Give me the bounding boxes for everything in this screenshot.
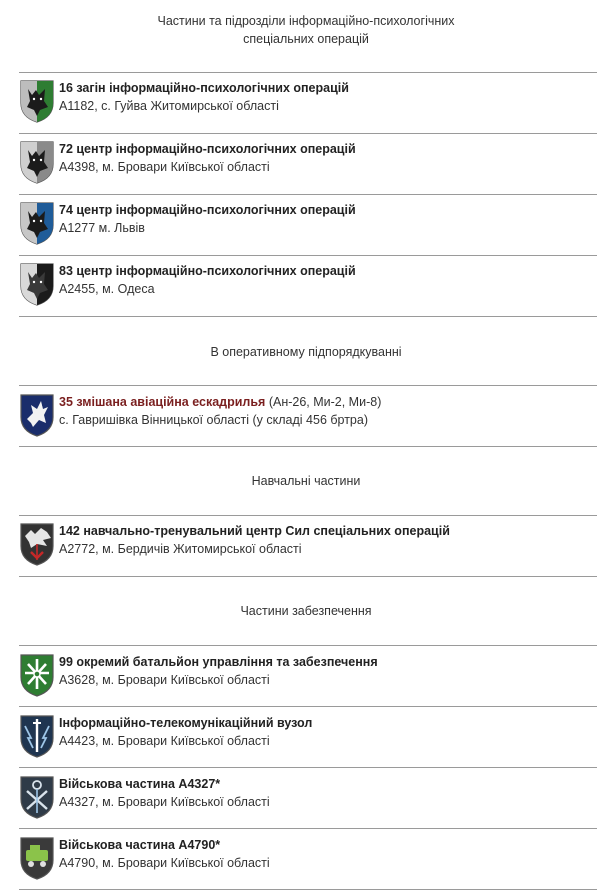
unit-location: А1182, с. Гуйва Житомирської області	[59, 99, 279, 113]
wolf-black-shield-icon	[19, 262, 55, 306]
unit-name[interactable]: 142 навчально-тренувальний центр Сил спеціальних операцій	[59, 524, 450, 538]
sword-lightning-shield-icon	[19, 714, 55, 758]
unit-item-a4327	[19, 775, 597, 823]
divider	[19, 133, 597, 134]
unit-item-72-ipso	[19, 140, 597, 188]
crossed-tools-shield-icon	[19, 775, 55, 819]
wolf-blue-shield-icon	[19, 201, 55, 245]
unit-item-a4790	[19, 836, 597, 884]
unit-location: А4398, м. Бровари Київської області	[59, 160, 270, 174]
wolf-green-shield-icon	[19, 79, 55, 123]
unit-name[interactable]: Інформаційно-телекомунікаційний вузол	[59, 716, 313, 730]
unit-item-16-ipso	[19, 79, 597, 127]
unit-location: А4790, м. Бровари Київської області	[59, 856, 270, 870]
divider	[19, 889, 597, 890]
unit-item-35-squadron	[19, 393, 597, 441]
section-title-support: Частини забезпечення	[240, 604, 372, 618]
unit-location: А1277 м. Львів	[59, 221, 145, 235]
divider	[19, 515, 597, 516]
unit-name[interactable]: 99 окремий батальйон управління та забезпечення	[59, 655, 378, 669]
wolf-sword-shield-icon	[19, 522, 55, 566]
divider	[19, 828, 597, 829]
divider	[19, 446, 597, 447]
star-green-shield-icon	[19, 653, 55, 697]
vehicle-shield-icon	[19, 836, 55, 880]
divider	[19, 385, 597, 386]
divider	[19, 706, 597, 707]
unit-item-83-ipso	[19, 262, 597, 310]
unit-location: с. Гавришівка Вінницької області (у складі 456 бртра)	[59, 413, 368, 427]
wolf-grey-shield-icon	[19, 140, 55, 184]
unit-name-link[interactable]: 35 змішана авіаційна ескадрилья	[59, 395, 266, 409]
unit-location: А4327, м. Бровари Київської області	[59, 795, 270, 809]
divider	[19, 767, 597, 768]
unit-name[interactable]: Військова частина А4327*	[59, 777, 221, 791]
unit-item-99-battalion	[19, 653, 597, 701]
unit-location: А2772, м. Бердичів Житомирської області	[59, 542, 302, 556]
pegasus-shield-icon	[19, 393, 55, 437]
divider	[19, 316, 597, 317]
unit-name[interactable]: Військова частина А4790*	[59, 838, 221, 852]
section-title-training: Навчальні частини	[251, 474, 361, 488]
divider	[19, 194, 597, 195]
divider	[19, 576, 597, 577]
divider	[19, 255, 597, 256]
unit-name[interactable]: 72 центр інформаційно-психологічних операцій	[59, 142, 356, 156]
divider	[19, 72, 597, 73]
unit-location: А4423, м. Бровари Київської області	[59, 734, 270, 748]
section-title-ipso-line1: Частини та підрозділи інформаційно-психологічних	[157, 14, 455, 28]
unit-item-telecom-node	[19, 714, 597, 762]
unit-item-74-ipso	[19, 201, 597, 249]
section-title-ipso	[0, 12, 612, 48]
unit-item-142-training	[19, 522, 597, 570]
unit-name[interactable]: 16 загін інформаційно-психологічних операцій	[59, 81, 349, 95]
divider	[19, 645, 597, 646]
section-title-operational: В оперативному підпорядкуванні	[210, 345, 402, 359]
unit-name[interactable]: 83 центр інформаційно-психологічних операцій	[59, 264, 356, 278]
unit-location: А2455, м. Одеса	[59, 282, 155, 296]
unit-aircraft: (Ан-26, Ми-2, Ми-8)	[265, 395, 382, 409]
unit-name[interactable]: 74 центр інформаційно-психологічних операцій	[59, 203, 356, 217]
section-title-ipso-line2: спеціальних операцій	[243, 32, 369, 46]
unit-location: А3628, м. Бровари Київської області	[59, 673, 270, 687]
